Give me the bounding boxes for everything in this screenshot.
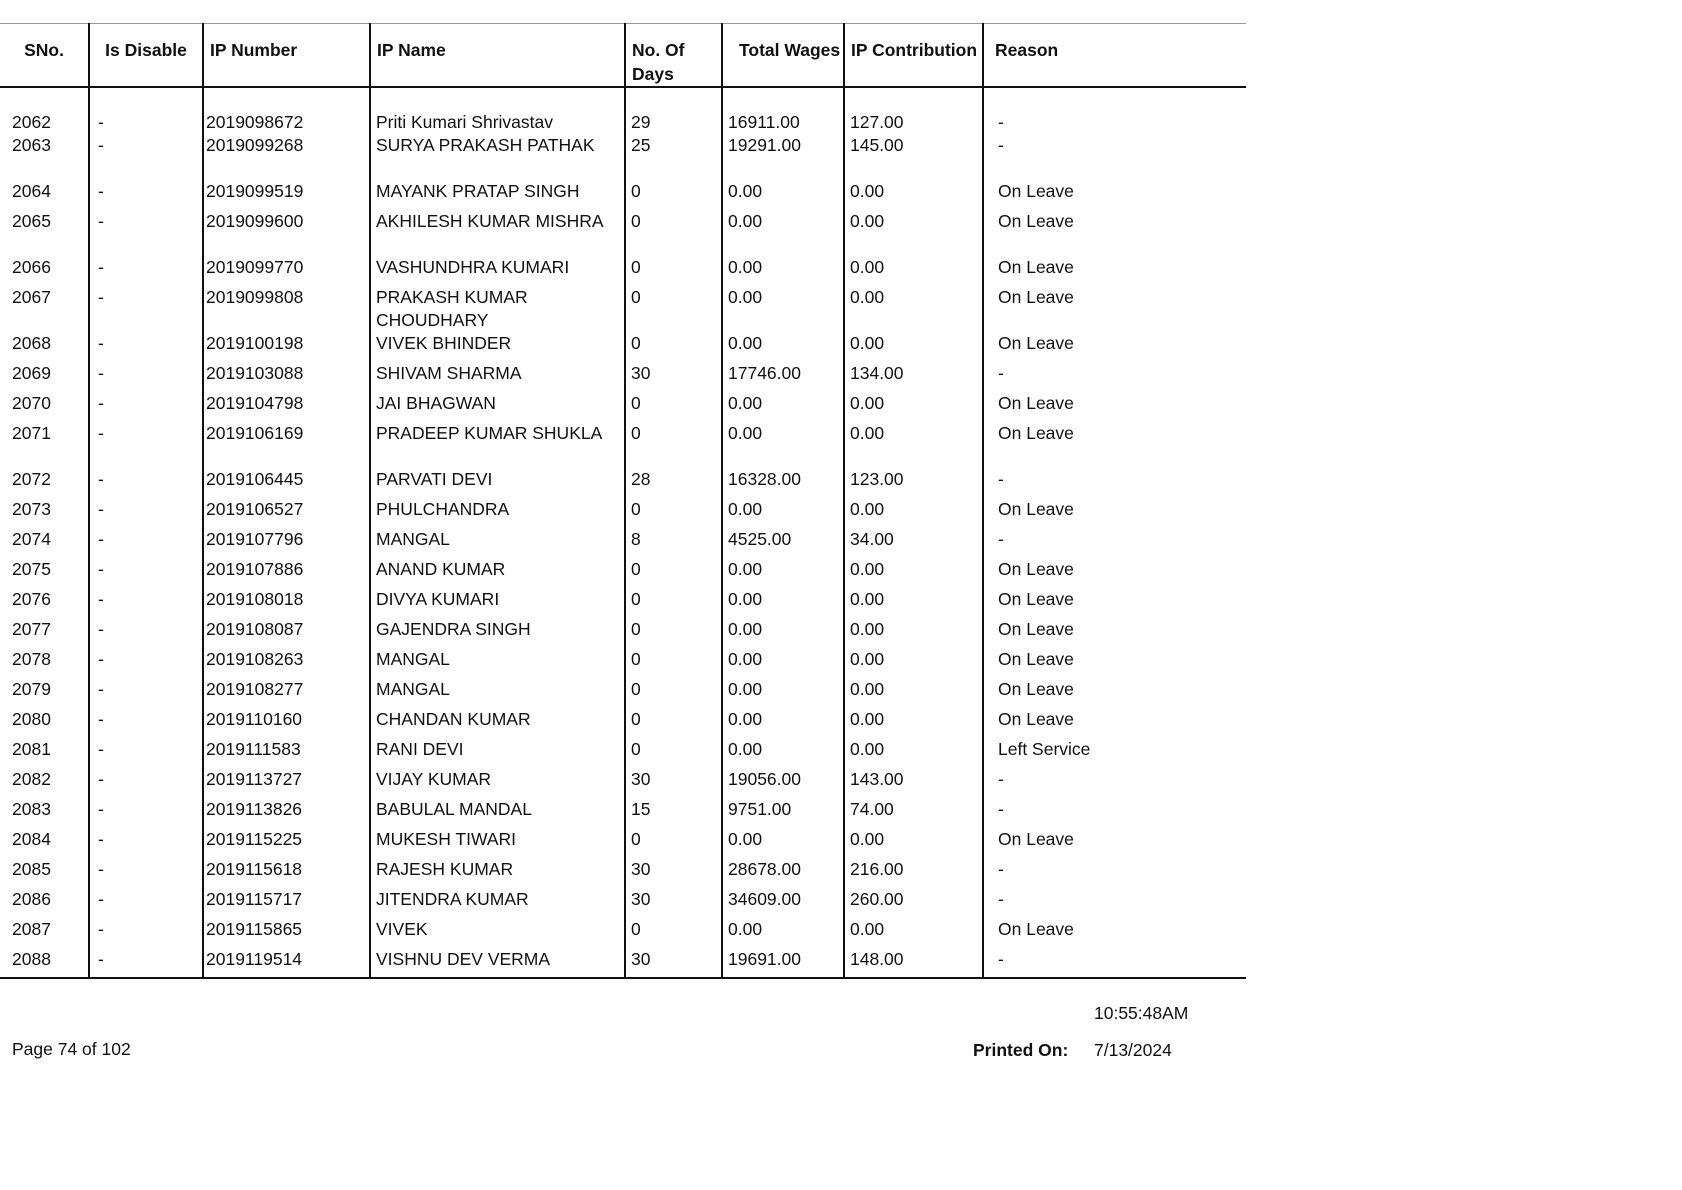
cell-sno: 2069 bbox=[12, 363, 51, 383]
cell-is-disable: - bbox=[89, 888, 203, 918]
cell-is-disable: - bbox=[89, 858, 203, 888]
cell-total-wages: 0.00 bbox=[722, 828, 844, 858]
table-row bbox=[0, 888, 1246, 918]
cell-total-wages: 0.00 bbox=[722, 256, 844, 286]
cell-sno: 2077 bbox=[12, 619, 51, 639]
cell-ip-contribution: 216.00 bbox=[844, 858, 983, 888]
cell-sno: 2085 bbox=[12, 859, 51, 879]
cell-reason: - bbox=[983, 468, 1246, 498]
cell-reason: On Leave bbox=[983, 828, 1246, 858]
cell-ip-name: PRADEEP KUMAR SHUKLA bbox=[370, 422, 625, 468]
table-row bbox=[0, 738, 1246, 768]
cell-ip-number: 2019107796 bbox=[203, 528, 370, 558]
cell-total-wages: 0.00 bbox=[722, 738, 844, 768]
cell-ip-contribution: 123.00 bbox=[844, 468, 983, 498]
printed-time: 10:55:48AM bbox=[1094, 1003, 1189, 1023]
cell-sno: 2064 bbox=[12, 181, 51, 201]
cell-no-of-days: 28 bbox=[625, 468, 722, 498]
cell-reason: On Leave bbox=[983, 392, 1246, 422]
cell-ip-number: 2019113826 bbox=[203, 798, 370, 828]
table-row bbox=[0, 87, 1246, 134]
cell-ip-name: VIVEK BHINDER bbox=[370, 332, 625, 362]
cell-no-of-days: 0 bbox=[625, 286, 722, 332]
cell-ip-number: 2019106445 bbox=[203, 468, 370, 498]
cell-no-of-days: 0 bbox=[625, 422, 722, 468]
cell-is-disable: - bbox=[89, 918, 203, 948]
cell-reason: - bbox=[983, 362, 1246, 392]
cell-sno: 2083 bbox=[12, 799, 51, 819]
cell-is-disable: - bbox=[89, 180, 203, 210]
cell-ip-number: 2019106527 bbox=[203, 498, 370, 528]
cell-is-disable: - bbox=[89, 558, 203, 588]
cell-reason: - bbox=[983, 798, 1246, 828]
cell-sno: 2088 bbox=[0, 948, 89, 978]
cell-ip-number: 2019099600 bbox=[203, 210, 370, 256]
cell-ip-name: RAJESH KUMAR bbox=[370, 858, 625, 888]
table-row bbox=[0, 618, 1246, 648]
header-reason: Reason bbox=[983, 24, 1246, 88]
cell-no-of-days: 0 bbox=[625, 678, 722, 708]
cell-ip-contribution: 148.00 bbox=[844, 948, 983, 978]
cell-reason: - bbox=[983, 948, 1246, 978]
table-row bbox=[0, 134, 1246, 180]
table-header bbox=[0, 24, 1246, 88]
table-row bbox=[0, 180, 1246, 210]
cell-is-disable: - bbox=[89, 210, 203, 256]
table-row bbox=[0, 286, 1246, 332]
cell-sno: 2082 bbox=[12, 769, 51, 789]
cell-is-disable: - bbox=[89, 798, 203, 828]
cell-ip-name: MUKESH TIWARI bbox=[370, 828, 625, 858]
cell-no-of-days: 0 bbox=[625, 210, 722, 256]
table-row bbox=[0, 332, 1246, 362]
cell-total-wages: 9751.00 bbox=[722, 798, 844, 828]
cell-is-disable: - bbox=[89, 708, 203, 738]
cell-sno: 2068 bbox=[12, 333, 51, 353]
header-ip-name: IP Name bbox=[370, 24, 625, 88]
cell-ip-name: SURYA PRAKASH PATHAK bbox=[370, 134, 625, 180]
cell-ip-name: VIJAY KUMAR bbox=[370, 768, 625, 798]
cell-ip-contribution: 74.00 bbox=[844, 798, 983, 828]
cell-total-wages: 16911.00 bbox=[722, 87, 844, 134]
cell-ip-contribution: 0.00 bbox=[844, 210, 983, 256]
cell-reason: Left Service bbox=[983, 738, 1246, 768]
cell-sno: 2065 bbox=[12, 211, 51, 231]
cell-ip-name: RANI DEVI bbox=[370, 738, 625, 768]
header-sno: SNo. bbox=[0, 24, 89, 88]
table-row bbox=[0, 588, 1246, 618]
cell-ip-contribution: 0.00 bbox=[844, 180, 983, 210]
cell-ip-name: VISHNU DEV VERMA bbox=[370, 948, 625, 978]
cell-sno: 2072 bbox=[12, 469, 51, 489]
cell-ip-number: 2019108263 bbox=[203, 648, 370, 678]
cell-reason: - bbox=[983, 858, 1246, 888]
cell-no-of-days: 0 bbox=[625, 180, 722, 210]
cell-ip-number: 2019113727 bbox=[203, 768, 370, 798]
cell-ip-name: SHIVAM SHARMA bbox=[370, 362, 625, 392]
cell-ip-number: 2019119514 bbox=[203, 948, 370, 978]
cell-ip-name: MAYANK PRATAP SINGH bbox=[370, 180, 625, 210]
cell-is-disable: - bbox=[89, 738, 203, 768]
cell-ip-number: 2019100198 bbox=[203, 332, 370, 362]
table-row bbox=[0, 256, 1246, 286]
cell-total-wages: 0.00 bbox=[722, 588, 844, 618]
cell-is-disable: - bbox=[89, 528, 203, 558]
cell-sno: 2074 bbox=[12, 529, 51, 549]
table-row bbox=[0, 528, 1246, 558]
cell-ip-contribution: 0.00 bbox=[844, 708, 983, 738]
cell-sno: 2081 bbox=[12, 739, 51, 759]
cell-ip-contribution: 0.00 bbox=[844, 648, 983, 678]
cell-reason: On Leave bbox=[983, 558, 1246, 588]
cell-total-wages: 16328.00 bbox=[722, 468, 844, 498]
cell-no-of-days: 30 bbox=[625, 888, 722, 918]
cell-ip-contribution: 127.00 bbox=[844, 87, 983, 134]
cell-total-wages: 0.00 bbox=[722, 422, 844, 468]
cell-ip-name: AKHILESH KUMAR MISHRA bbox=[370, 210, 625, 256]
cell-total-wages: 0.00 bbox=[722, 918, 844, 948]
cell-ip-contribution: 134.00 bbox=[844, 362, 983, 392]
cell-reason: On Leave bbox=[983, 256, 1246, 286]
cell-ip-number: 2019111583 bbox=[203, 738, 370, 768]
cell-total-wages: 28678.00 bbox=[722, 858, 844, 888]
cell-reason: On Leave bbox=[983, 708, 1246, 738]
cell-reason: - bbox=[983, 87, 1246, 134]
cell-ip-number: 2019098672 bbox=[203, 87, 370, 134]
cell-ip-name: GAJENDRA SINGH bbox=[370, 618, 625, 648]
table-row bbox=[0, 422, 1246, 468]
cell-reason: On Leave bbox=[983, 180, 1246, 210]
cell-ip-contribution: 0.00 bbox=[844, 498, 983, 528]
cell-total-wages: 19056.00 bbox=[722, 768, 844, 798]
cell-total-wages: 0.00 bbox=[722, 678, 844, 708]
cell-sno: 2080 bbox=[12, 709, 51, 729]
cell-ip-contribution: 0.00 bbox=[844, 618, 983, 648]
table-row bbox=[0, 468, 1246, 498]
cell-is-disable: - bbox=[89, 588, 203, 618]
cell-no-of-days: 0 bbox=[625, 648, 722, 678]
cell-total-wages: 0.00 bbox=[722, 332, 844, 362]
table-row bbox=[0, 498, 1246, 528]
cell-ip-name: Priti Kumari Shrivastav bbox=[370, 87, 625, 134]
cell-sno: 2086 bbox=[12, 889, 51, 909]
cell-ip-contribution: 260.00 bbox=[844, 888, 983, 918]
cell-reason: - bbox=[983, 134, 1246, 180]
cell-reason: On Leave bbox=[983, 618, 1246, 648]
cell-ip-name: VIVEK bbox=[370, 918, 625, 948]
cell-total-wages: 34609.00 bbox=[722, 888, 844, 918]
cell-ip-name: PRAKASH KUMAR CHOUDHARY bbox=[370, 286, 625, 332]
cell-reason: - bbox=[983, 528, 1246, 558]
cell-ip-name: MANGAL bbox=[370, 648, 625, 678]
cell-ip-number: 2019103088 bbox=[203, 362, 370, 392]
cell-is-disable: - bbox=[89, 618, 203, 648]
cell-total-wages: 0.00 bbox=[722, 286, 844, 332]
cell-is-disable: - bbox=[89, 948, 203, 978]
cell-ip-contribution: 0.00 bbox=[844, 256, 983, 286]
cell-reason: - bbox=[983, 888, 1246, 918]
cell-no-of-days: 0 bbox=[625, 738, 722, 768]
cell-sno: 2075 bbox=[12, 559, 51, 579]
cell-total-wages: 0.00 bbox=[722, 618, 844, 648]
cell-is-disable: - bbox=[89, 678, 203, 708]
contribution-table bbox=[0, 23, 1246, 979]
cell-total-wages: 19291.00 bbox=[722, 134, 844, 180]
cell-reason: On Leave bbox=[983, 588, 1246, 618]
cell-reason: On Leave bbox=[983, 286, 1246, 332]
cell-ip-name: DIVYA KUMARI bbox=[370, 588, 625, 618]
table-row bbox=[0, 392, 1246, 422]
cell-ip-number: 2019104798 bbox=[203, 392, 370, 422]
cell-no-of-days: 30 bbox=[625, 768, 722, 798]
cell-total-wages: 0.00 bbox=[722, 180, 844, 210]
cell-ip-contribution: 0.00 bbox=[844, 392, 983, 422]
cell-ip-name: MANGAL bbox=[370, 528, 625, 558]
printed-on-label: Printed On: bbox=[973, 1040, 1069, 1060]
cell-ip-name: BABULAL MANDAL bbox=[370, 798, 625, 828]
cell-sno: 2071 bbox=[12, 423, 51, 443]
cell-sno: 2066 bbox=[12, 257, 51, 277]
table-row bbox=[0, 948, 1246, 978]
cell-no-of-days: 30 bbox=[625, 858, 722, 888]
table-row bbox=[0, 362, 1246, 392]
cell-no-of-days: 0 bbox=[625, 828, 722, 858]
table-row bbox=[0, 558, 1246, 588]
cell-is-disable: - bbox=[89, 498, 203, 528]
cell-ip-number: 2019108087 bbox=[203, 618, 370, 648]
cell-ip-name: JITENDRA KUMAR bbox=[370, 888, 625, 918]
cell-ip-contribution: 0.00 bbox=[844, 918, 983, 948]
cell-total-wages: 0.00 bbox=[722, 648, 844, 678]
cell-is-disable: - bbox=[89, 828, 203, 858]
cell-total-wages: 0.00 bbox=[722, 558, 844, 588]
cell-ip-number: 2019115225 bbox=[203, 828, 370, 858]
cell-reason: On Leave bbox=[983, 498, 1246, 528]
cell-ip-contribution: 0.00 bbox=[844, 588, 983, 618]
cell-reason: On Leave bbox=[983, 422, 1246, 468]
cell-total-wages: 4525.00 bbox=[722, 528, 844, 558]
cell-ip-number: 2019110160 bbox=[203, 708, 370, 738]
cell-total-wages: 0.00 bbox=[722, 392, 844, 422]
table-row bbox=[0, 708, 1246, 738]
cell-ip-number: 2019099808 bbox=[203, 286, 370, 332]
cell-ip-contribution: 0.00 bbox=[844, 738, 983, 768]
cell-no-of-days: 0 bbox=[625, 392, 722, 422]
cell-is-disable: - bbox=[89, 362, 203, 392]
cell-no-of-days: 0 bbox=[625, 558, 722, 588]
cell-ip-name: CHANDAN KUMAR bbox=[370, 708, 625, 738]
cell-ip-number: 2019108277 bbox=[203, 678, 370, 708]
cell-is-disable: - bbox=[89, 256, 203, 286]
cell-total-wages: 19691.00 bbox=[722, 948, 844, 978]
cell-ip-contribution: 143.00 bbox=[844, 768, 983, 798]
cell-sno: 2079 bbox=[12, 679, 51, 699]
cell-ip-contribution: 34.00 bbox=[844, 528, 983, 558]
cell-ip-contribution: 0.00 bbox=[844, 422, 983, 468]
cell-ip-name: PHULCHANDRA bbox=[370, 498, 625, 528]
cell-ip-name: PARVATI DEVI bbox=[370, 468, 625, 498]
header-is-disable: Is Disable bbox=[89, 24, 203, 88]
page-indicator: Page 74 of 102 bbox=[12, 1039, 131, 1059]
cell-ip-contribution: 0.00 bbox=[844, 286, 983, 332]
table-row bbox=[0, 858, 1246, 888]
cell-ip-number: 2019115717 bbox=[203, 888, 370, 918]
printed-on-date: 7/13/2024 bbox=[1094, 1040, 1172, 1060]
cell-sno: 2062 bbox=[12, 112, 51, 132]
cell-reason: - bbox=[983, 768, 1246, 798]
cell-is-disable: - bbox=[89, 468, 203, 498]
header-ip-number: IP Number bbox=[203, 24, 370, 88]
cell-reason: On Leave bbox=[983, 918, 1246, 948]
cell-ip-number: 2019115618 bbox=[203, 858, 370, 888]
cell-ip-name: ANAND KUMAR bbox=[370, 558, 625, 588]
cell-sno: 2067 bbox=[12, 287, 51, 307]
cell-ip-number: 2019107886 bbox=[203, 558, 370, 588]
table-row bbox=[0, 918, 1246, 948]
cell-total-wages: 17746.00 bbox=[722, 362, 844, 392]
cell-no-of-days: 0 bbox=[625, 708, 722, 738]
cell-no-of-days: 0 bbox=[625, 256, 722, 286]
cell-sno: 2078 bbox=[12, 649, 51, 669]
table-row bbox=[0, 648, 1246, 678]
cell-is-disable: - bbox=[89, 87, 203, 134]
header-total-wages: Total Wages bbox=[722, 24, 844, 88]
cell-no-of-days: 25 bbox=[625, 134, 722, 180]
cell-ip-name: VASHUNDHRA KUMARI bbox=[370, 256, 625, 286]
cell-total-wages: 0.00 bbox=[722, 210, 844, 256]
cell-sno: 2063 bbox=[12, 135, 51, 155]
cell-no-of-days: 30 bbox=[625, 362, 722, 392]
cell-no-of-days: 0 bbox=[625, 332, 722, 362]
cell-sno: 2084 bbox=[12, 829, 51, 849]
cell-no-of-days: 0 bbox=[625, 618, 722, 648]
cell-ip-name: MANGAL bbox=[370, 678, 625, 708]
cell-reason: On Leave bbox=[983, 210, 1246, 256]
table-row bbox=[0, 210, 1246, 256]
cell-no-of-days: 15 bbox=[625, 798, 722, 828]
cell-no-of-days: 8 bbox=[625, 528, 722, 558]
cell-sno: 2073 bbox=[12, 499, 51, 519]
cell-reason: On Leave bbox=[983, 678, 1246, 708]
cell-reason: On Leave bbox=[983, 332, 1246, 362]
cell-ip-number: 2019106169 bbox=[203, 422, 370, 468]
cell-is-disable: - bbox=[89, 422, 203, 468]
table-row bbox=[0, 828, 1246, 858]
cell-no-of-days: 30 bbox=[625, 948, 722, 978]
header-ip-contribution: IP Contribution bbox=[844, 24, 983, 88]
header-no-of-days: No. Of Days bbox=[625, 24, 722, 88]
cell-ip-name: JAI BHAGWAN bbox=[370, 392, 625, 422]
cell-ip-contribution: 0.00 bbox=[844, 558, 983, 588]
cell-is-disable: - bbox=[89, 286, 203, 332]
cell-total-wages: 0.00 bbox=[722, 708, 844, 738]
table-row bbox=[0, 798, 1246, 828]
cell-is-disable: - bbox=[89, 392, 203, 422]
cell-ip-contribution: 0.00 bbox=[844, 332, 983, 362]
cell-ip-number: 2019099770 bbox=[203, 256, 370, 286]
cell-ip-number: 2019099268 bbox=[203, 134, 370, 180]
cell-no-of-days: 0 bbox=[625, 588, 722, 618]
cell-no-of-days: 0 bbox=[625, 498, 722, 528]
cell-no-of-days: 0 bbox=[625, 918, 722, 948]
cell-is-disable: - bbox=[89, 648, 203, 678]
cell-total-wages: 0.00 bbox=[722, 498, 844, 528]
table-row bbox=[0, 678, 1246, 708]
cell-no-of-days: 29 bbox=[625, 87, 722, 134]
cell-ip-contribution: 0.00 bbox=[844, 678, 983, 708]
table-row bbox=[0, 768, 1246, 798]
table-body bbox=[0, 87, 1246, 978]
cell-ip-contribution: 145.00 bbox=[844, 134, 983, 180]
cell-sno: 2087 bbox=[12, 919, 51, 939]
cell-is-disable: - bbox=[89, 134, 203, 180]
cell-ip-number: 2019108018 bbox=[203, 588, 370, 618]
cell-is-disable: - bbox=[89, 332, 203, 362]
cell-is-disable: - bbox=[89, 768, 203, 798]
cell-sno: 2070 bbox=[12, 393, 51, 413]
cell-reason: On Leave bbox=[983, 648, 1246, 678]
cell-ip-number: 2019099519 bbox=[203, 180, 370, 210]
cell-ip-number: 2019115865 bbox=[203, 918, 370, 948]
cell-ip-contribution: 0.00 bbox=[844, 828, 983, 858]
header-row bbox=[0, 24, 1246, 88]
cell-sno: 2076 bbox=[12, 589, 51, 609]
